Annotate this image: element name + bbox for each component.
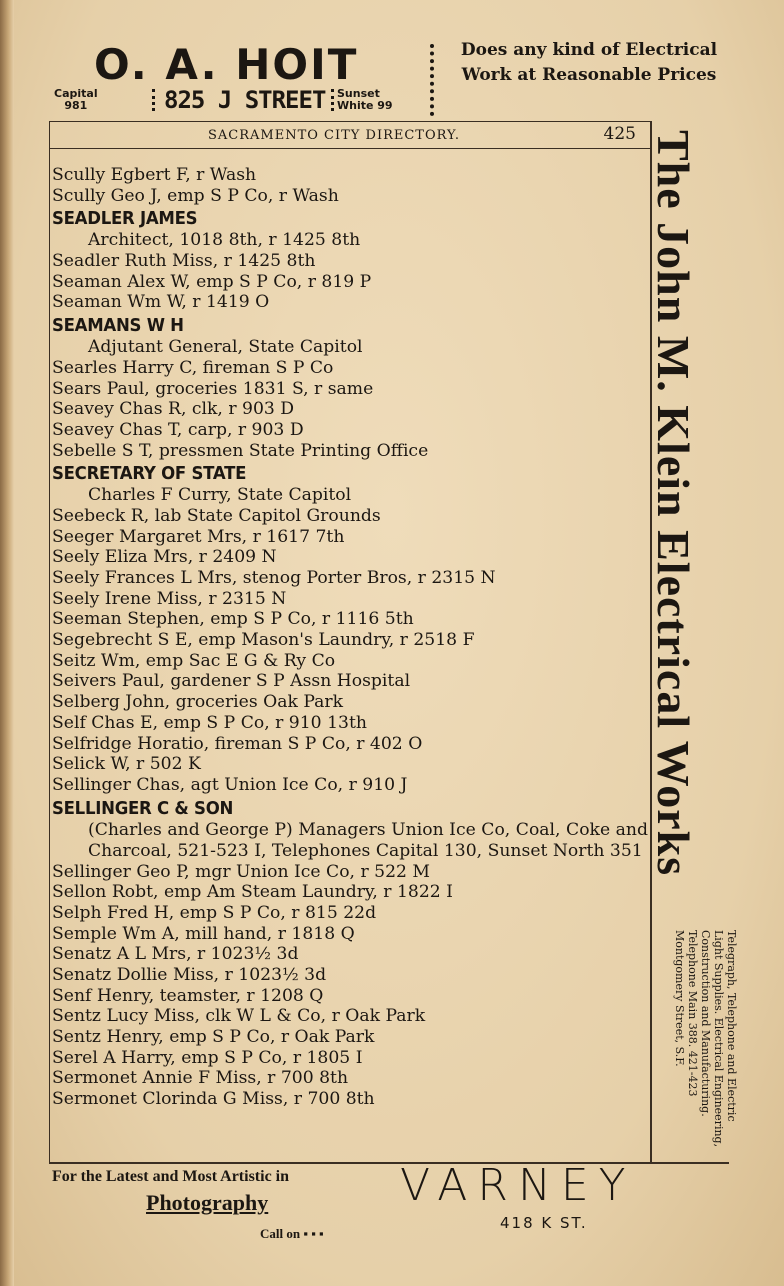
directory-entry: Sentz Lucy Miss, clk W L & Co, r Oak Park: [52, 1006, 426, 1027]
directory-entry: Sermonet Annie F Miss, r 700 8th: [52, 1068, 349, 1089]
directory-entry: Scully Egbert F, r Wash: [52, 165, 257, 185]
directory-entry: Self Chas E, emp S P Co, r 910 13th: [52, 712, 367, 733]
header-ad-tagline: Does any kind of Electrical Work at Reasonable Prices: [460, 40, 718, 85]
entry-heading: SEAMANS W H: [52, 315, 184, 337]
footer-ad-line3: Call on ▪ ▪ ▪: [260, 1226, 324, 1241]
directory-entry: Seely Frances L Mrs, stenog Porter Bros, r 2315 N: [52, 568, 496, 589]
directory-entry: Searles Harry C, fireman S P Co: [52, 357, 334, 378]
directory-entry: Seivers Paul, gardener S P Assn Hospital: [52, 671, 411, 692]
directory-entry: Sebelle S T, pressmen State Printing Office: [52, 440, 429, 461]
directory-entry: Serel A Harry, emp S P Co, r 1805 I: [52, 1047, 363, 1068]
directory-entry: Architect, 1018 8th, r 1425 8th: [88, 230, 361, 251]
header-ad-capital-phone: [54, 88, 98, 112]
directory-entry: Senf Henry, teamster, r 1208 Q: [52, 985, 324, 1006]
capital-number: 981: [64, 99, 88, 112]
directory-entry: Semple Wm A, mill hand, r 1818 Q: [52, 923, 355, 944]
directory-entry: Selick W, r 502 K: [52, 754, 201, 775]
directory-entry: Sellinger Geo P, mgr Union Ice Co, r 522 M: [52, 861, 431, 882]
directory-entry: Selfridge Horatio, fireman S P Co, r 402 O: [52, 733, 423, 754]
page-binding-edge: [0, 0, 14, 1286]
directory-entry: Seavey Chas R, clk, r 903 D: [52, 399, 295, 420]
directory-entry: Senatz A L Mrs, r 1023½ 3d: [52, 944, 299, 965]
capital-label: Capital: [54, 87, 98, 100]
street-address: 825 J STREET: [164, 86, 326, 114]
running-head: [50, 122, 650, 149]
entry-heading: SEADLER JAMES: [52, 208, 198, 230]
page-number: 425: [603, 124, 636, 144]
footer-ad-name: VARNEY: [400, 1160, 636, 1211]
directory-entry: Sellinger Chas, agt Union Ice Co, r 910 J: [52, 774, 408, 795]
side-ad-details: Telegraph, Telephone and Electric Light Supplies. Electrical Engineering, Construction and Manufacturing. Telephone Main 388. 421-423 Montgomery Street, S.F.: [673, 930, 738, 1148]
directory-entry: Seadler Ruth Miss, r 1425 8th: [52, 251, 316, 272]
directory-entry: Seaman Alex W, emp S P Co, r 819 P: [52, 271, 372, 292]
directory-entry: Scully Geo J, emp S P Co, r Wash: [52, 185, 339, 206]
directory-entry: (Charles and George P) Managers Union Ice Co, Coal, Coke and Charcoal, 521-523 I, Telephones Capital 130, Sunset North 351: [88, 819, 648, 861]
sunset-label: Sunset: [337, 87, 380, 100]
ornament-bar-left: [152, 89, 158, 111]
directory-entry: Sears Paul, groceries 1831 S, r same: [52, 378, 374, 399]
directory-entry: Seely Irene Miss, r 2315 N: [52, 588, 287, 609]
directory-entry: Adjutant General, State Capitol: [88, 337, 363, 358]
header-ad-street: [146, 86, 343, 114]
directory-listing: [52, 165, 648, 1110]
directory-entry: Segebrecht S E, emp Mason's Laundry, r 2518 F: [52, 630, 475, 651]
directory-entry: Seavey Chas T, carp, r 903 D: [52, 419, 304, 440]
side-ad-name: The John M. Klein Electrical Works: [648, 130, 699, 877]
directory-entry: Seeman Stephen, emp S P Co, r 1116 5th: [52, 609, 414, 630]
ornament-divider-icon: [430, 44, 446, 116]
directory-entry: Seeger Margaret Mrs, r 1617 7th: [52, 526, 345, 547]
directory-entry: Sellon Robt, emp Am Steam Laundry, r 1822 I: [52, 882, 453, 903]
directory-entry: Sentz Henry, emp S P Co, r Oak Park: [52, 1027, 375, 1048]
directory-entry: Seitz Wm, emp Sac E G & Ry Co: [52, 650, 336, 671]
entry-heading: SECRETARY OF STATE: [52, 463, 247, 485]
footer-ad-line1: For the Latest and Most Artistic in: [52, 1168, 290, 1185]
running-head-title: SACRAMENTO CITY DIRECTORY.: [208, 128, 461, 143]
entry-heading: SELLINGER C & SON: [52, 797, 234, 819]
directory-entry: Seely Eliza Mrs, r 2409 N: [52, 547, 277, 568]
directory-entry: Selberg John, groceries Oak Park: [52, 692, 344, 713]
directory-entry: Seebeck R, lab State Capitol Grounds: [52, 505, 381, 526]
sunset-number: White 99: [337, 99, 393, 112]
directory-entry: Seaman Wm W, r 1419 O: [52, 292, 270, 313]
footer-ad-address: 418 K ST.: [500, 1214, 588, 1232]
footer-ad-line2: Photography: [146, 1190, 269, 1215]
directory-entry: Selph Fred H, emp S P Co, r 815 22d: [52, 902, 377, 923]
directory-entry: Sermonet Clorinda G Miss, r 700 8th: [52, 1089, 375, 1110]
directory-entry: Senatz Dollie Miss, r 1023½ 3d: [52, 965, 327, 986]
header-ad-sunset-phone: [337, 88, 393, 112]
directory-entry: Charles F Curry, State Capitol: [88, 485, 352, 506]
header-ad-name: O. A. HOIT: [94, 40, 359, 89]
